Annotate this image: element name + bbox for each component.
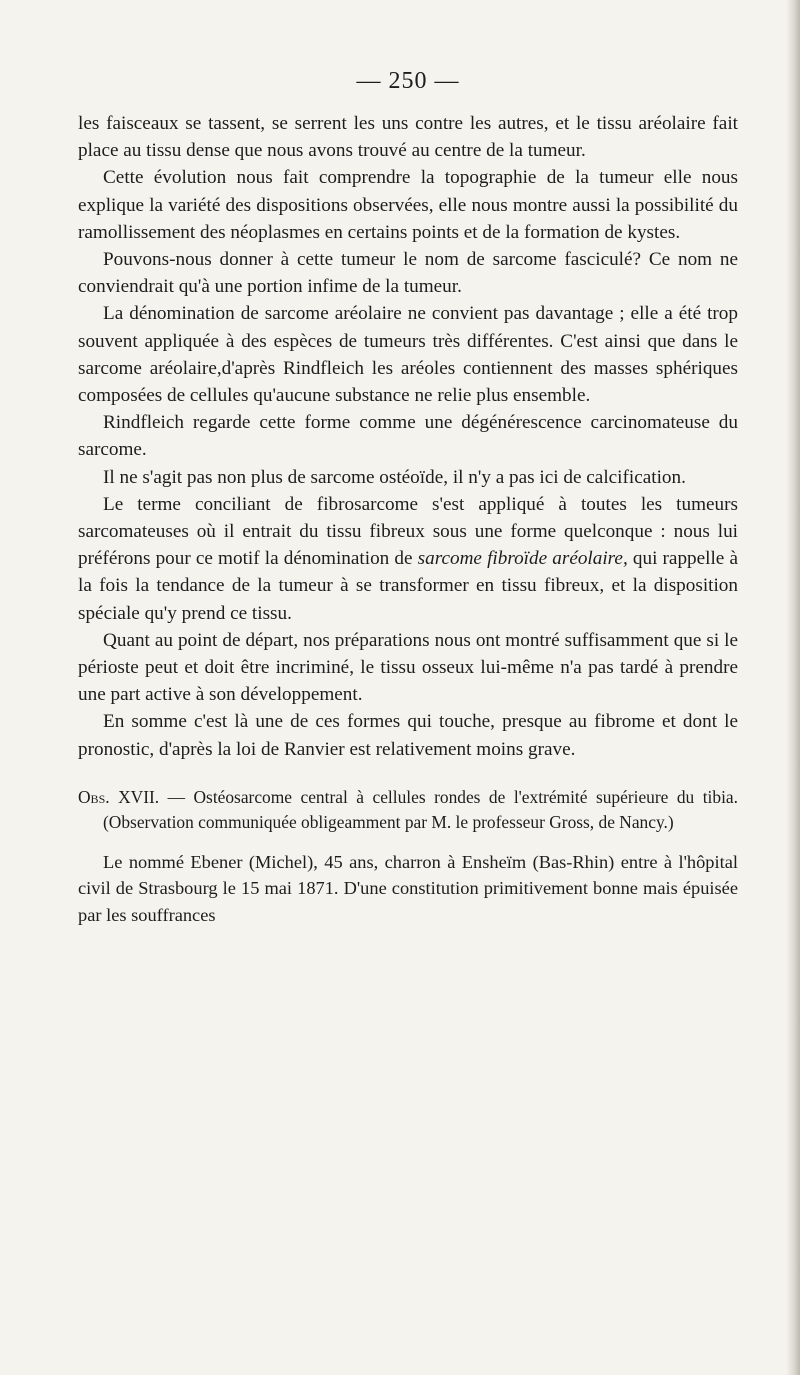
page-number: — 250 —: [356, 68, 460, 94]
observation-title: — Ostéosarcome central à cellules rondes de l'extrémité supérieure du tibia. (Observation communiquée obligeamment par M. le professeur Gross, de Nancy.): [103, 786, 738, 832]
fibroid-term: sarcome fibroïde aréolaire,: [417, 548, 628, 570]
page-edge-shadow: [786, 0, 800, 1375]
paragraph-fasciculated: Pouvons-nous donner à cette tumeur le nom de sarcome fasciculé? Ce nom ne conviendrait qu'à une portion infime de la tumeur.: [78, 249, 738, 298]
book-page: [78, 66, 738, 928]
paragraph-prognosis: En somme c'est là une de ces formes qui touche, presque au fibrome et dont le pronostic, d'après la loi de Ranvier est relativement moins grave.: [78, 711, 738, 760]
observation-label: Obs. XVII.: [78, 786, 160, 807]
case-description: Le nommé Ebener (Michel), 45 ans, charron à Ensheïm (Bas-Rhin) entre à l'hôpital civil de Strasbourg le 15 mai 1871. D'une constitution primitivement bonne mais épuisée par les souffrances: [78, 851, 738, 925]
paragraph-tissue: les faisceaux se tassent, se serrent les uns contre les autres, et le tissu aréolaire fait place au tissu dense que nous avons trouvé au centre de la tumeur.: [78, 113, 738, 162]
paragraph-areolar: La dénomination de sarcome aréolaire ne convient pas davantage ; elle a été trop souvent appliquée à des espèces de tumeurs très différentes. C'est ainsi que dans le sarcome aréolaire,d'après Rindfleich les aréoles contiennent des masses sphériques composées de cellules qu'aucune substance ne relie plus ensemble.: [78, 303, 738, 407]
paragraph-rindfleich: Rindfleich regarde cette forme comme une dégénérescence carcinomateuse du sarcome.: [78, 412, 738, 461]
fibrosarcoma-text-start: Le terme conciliant de fibrosarcome s'est appliqué à toutes les tumeurs sarcomateuses où il entrait du tissu fibreux sous une forme quelconque : nous lui préférons pour ce motif la dénomination de: [78, 493, 738, 570]
fibrosarcoma-text-end: qui rappelle à la fois la tendance de la tumeur à se transformer en tissu fibreux, et la disposition spéciale qu'y prend ce tissu.: [78, 548, 738, 624]
paragraph-origin: Quant au point de départ, nos préparations nous ont montré suffisamment que si le périoste peut et doit être incriminé, le tissu osseux lui-même n'a pas tardé à prendre une part active à son développement.: [78, 629, 738, 706]
paragraph-osteoid: Il ne s'agit pas non plus de sarcome ostéoïde, il n'y a pas ici de calcification.: [103, 466, 686, 488]
paragraph-fibrosarcoma: [78, 491, 738, 627]
paragraph-evolution: Cette évolution nous fait comprendre la topographie de la tumeur elle nous explique la variété des dispositions observées, elle nous montre aussi la possibilité du ramollissement des néoplasmes en certains points et de la formation de kystes.: [78, 167, 738, 243]
observation-heading: [78, 785, 738, 835]
